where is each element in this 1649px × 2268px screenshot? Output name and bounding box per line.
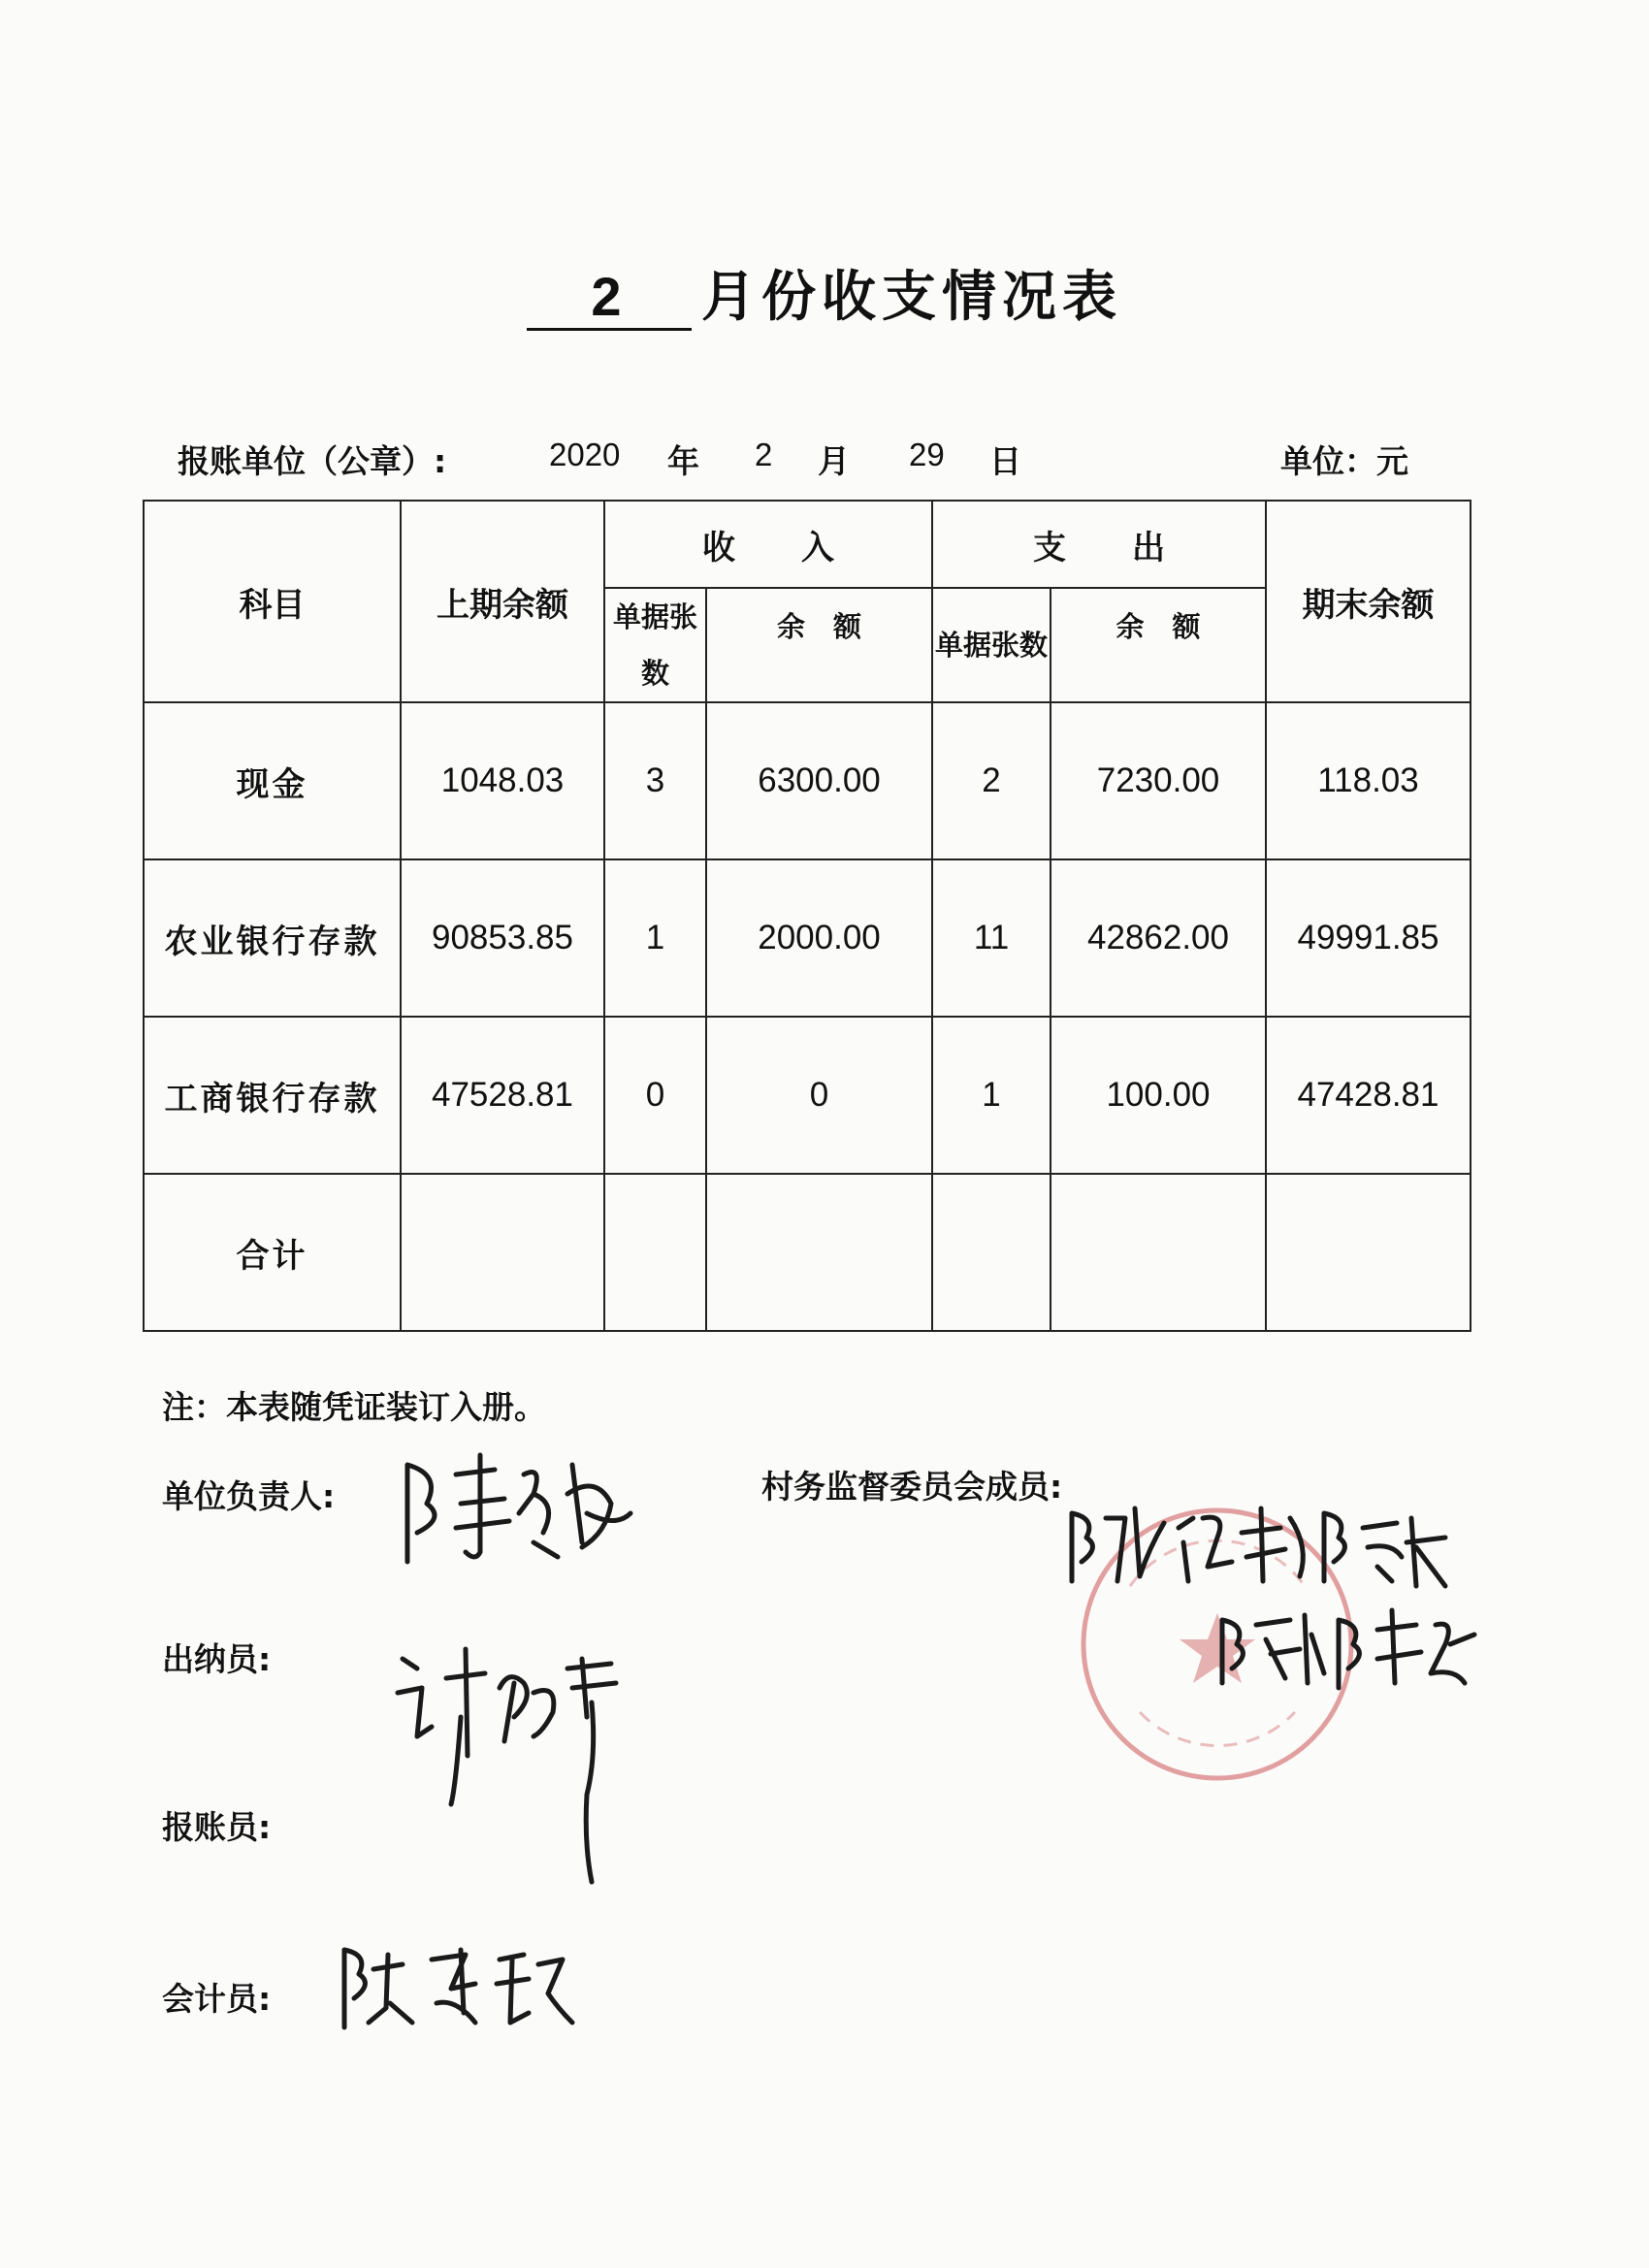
date-year-char: 年 [667, 442, 699, 480]
row-end: 118.03 [1266, 702, 1471, 859]
row-out-count: 2 [932, 702, 1051, 859]
row-out-count: 1 [932, 1017, 1051, 1174]
row-prev: 1048.03 [401, 702, 604, 859]
currency-label: 单位：元 [1280, 442, 1408, 480]
reporter-label: 报账员: [162, 1808, 272, 1846]
row-subject: 工商银行存款 [144, 1017, 401, 1174]
row-end: 47428.81 [1266, 1017, 1471, 1174]
income-expense-table [143, 500, 1471, 1332]
date-year: 2020 [549, 437, 621, 472]
header-subject: 科目 [144, 501, 401, 702]
row-in-amount: 6300.00 [706, 702, 932, 859]
table-row [144, 1017, 1471, 1174]
row-subject: 农业银行存款 [144, 859, 401, 1017]
header-expense: 支 出 [932, 501, 1266, 588]
accountant-label: 会计员: [162, 1980, 272, 2018]
row-out-amount [1051, 1174, 1266, 1331]
unit-label: 报账单位（公章）: [178, 442, 447, 480]
title-text: 月份收支情况表 [701, 266, 1122, 329]
header-end-balance: 期末余额 [1266, 501, 1471, 702]
head-label: 单位负责人: [162, 1477, 336, 1515]
title-month: 2 [527, 265, 692, 331]
head-signature [388, 1436, 640, 1581]
row-prev [401, 1174, 604, 1331]
accountant-signature [330, 1930, 582, 2047]
row-in-count: 3 [604, 702, 706, 859]
header-income-receipts: 单据张数 [604, 588, 706, 702]
row-in-amount: 0 [706, 1017, 932, 1174]
row-subject: 现金 [144, 702, 401, 859]
row-prev: 90853.85 [401, 859, 604, 1017]
row-out-amount: 7230.00 [1051, 702, 1266, 859]
header-prev-balance: 上期余额 [401, 501, 604, 702]
page-title [0, 254, 1649, 332]
header-income-amount: 余 额 [706, 588, 932, 702]
row-end [1266, 1174, 1471, 1331]
row-end: 49991.85 [1266, 859, 1471, 1017]
table-row [144, 859, 1471, 1017]
row-out-amount: 100.00 [1051, 1017, 1266, 1174]
date-month-char: 月 [818, 442, 850, 480]
committee-label: 村务监督委员会成员: [761, 1468, 1063, 1506]
date-day: 29 [909, 437, 945, 472]
header-expense-receipts: 单据张数 [932, 588, 1051, 702]
row-prev: 47528.81 [401, 1017, 604, 1174]
row-subject: 合计 [144, 1174, 401, 1331]
row-out-count: 11 [932, 859, 1051, 1017]
table-row [144, 702, 1471, 859]
row-in-count [604, 1174, 706, 1331]
table-row-total [144, 1174, 1471, 1331]
date-month: 2 [755, 437, 773, 472]
note-text: 注：本表随凭证装订入册。 [162, 1388, 546, 1426]
row-out-count [932, 1174, 1051, 1331]
committee-signatures [1057, 1489, 1562, 1712]
row-in-amount [706, 1174, 932, 1331]
row-out-amount: 42862.00 [1051, 859, 1266, 1017]
row-in-count: 0 [604, 1017, 706, 1174]
row-in-count: 1 [604, 859, 706, 1017]
cashier-label: 出纳员: [162, 1640, 272, 1678]
date-day-char: 日 [989, 442, 1021, 480]
row-in-amount: 2000.00 [706, 859, 932, 1017]
header-income: 收 入 [604, 501, 932, 588]
cashier-signature [388, 1639, 640, 1901]
header-expense-amount: 余 额 [1051, 588, 1266, 702]
